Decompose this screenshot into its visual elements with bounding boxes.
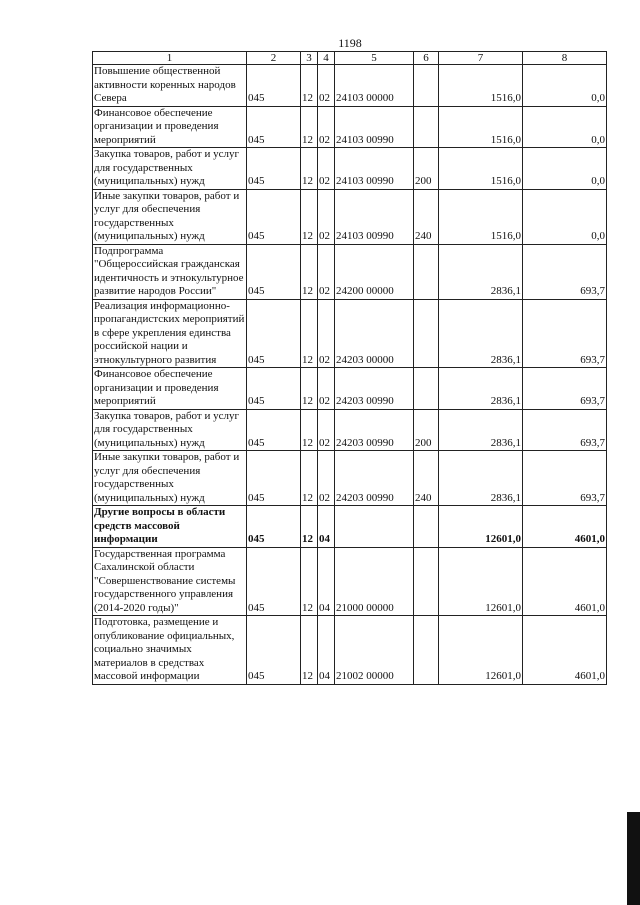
row-c6-cell — [414, 506, 439, 548]
table-row — [93, 409, 607, 451]
row-c6-cell — [414, 65, 439, 107]
row-c4-cell: 02 — [318, 299, 335, 368]
row-c8-cell: 0,0 — [523, 106, 607, 148]
row-c8-cell: 0,0 — [523, 189, 607, 244]
row-c4-cell: 02 — [318, 148, 335, 190]
row-c7-cell: 1516,0 — [439, 65, 523, 107]
table-row — [93, 189, 607, 244]
row-c4-cell: 04 — [318, 506, 335, 548]
row-c6-cell: 200 — [414, 148, 439, 190]
row-c3-cell: 12 — [301, 148, 318, 190]
table-row — [93, 299, 607, 368]
row-c7-cell: 2836,1 — [439, 409, 523, 451]
row-c5-cell: 24203 00990 — [335, 451, 414, 506]
row-c3-cell: 12 — [301, 189, 318, 244]
table-row — [93, 368, 607, 410]
row-c4-cell: 04 — [318, 547, 335, 616]
row-name-cell: Другие вопросы в области средств массовой информации — [93, 506, 247, 548]
page-number: 1198 — [338, 36, 362, 50]
table-row — [93, 616, 607, 685]
row-c7-cell: 2836,1 — [439, 299, 523, 368]
row-c7-cell: 12601,0 — [439, 616, 523, 685]
row-c5-cell: 24203 00000 — [335, 299, 414, 368]
row-c8-cell: 4601,0 — [523, 616, 607, 685]
col-header-7: 7 — [439, 52, 523, 65]
row-name-cell: Иные закупки товаров, работ и услуг для обеспечения государственных (муниципальных) нужд — [93, 189, 247, 244]
row-c6-cell — [414, 368, 439, 410]
row-c2-cell: 045 — [247, 244, 301, 299]
row-name-cell: Подпрограмма "Общероссийская гражданская идентичность и этнокультурное развитие народов России" — [93, 244, 247, 299]
row-c2-cell: 045 — [247, 148, 301, 190]
row-c4-cell: 02 — [318, 106, 335, 148]
row-c6-cell: 240 — [414, 451, 439, 506]
row-c8-cell: 0,0 — [523, 148, 607, 190]
col-header-4: 4 — [318, 52, 335, 65]
row-c6-cell — [414, 299, 439, 368]
row-c2-cell: 045 — [247, 616, 301, 685]
row-c4-cell: 02 — [318, 368, 335, 410]
row-c2-cell: 045 — [247, 106, 301, 148]
row-c7-cell: 1516,0 — [439, 189, 523, 244]
row-c2-cell: 045 — [247, 189, 301, 244]
row-c6-cell — [414, 616, 439, 685]
row-c5-cell: 24103 00990 — [335, 106, 414, 148]
row-c7-cell: 2836,1 — [439, 368, 523, 410]
row-name-cell: Реализация информационно-пропагандистских мероприятий в сфере укрепления единства российской нации и этнокультурного развития — [93, 299, 247, 368]
row-c2-cell: 045 — [247, 547, 301, 616]
row-c5-cell: 24103 00000 — [335, 65, 414, 107]
col-header-8: 8 — [523, 52, 607, 65]
row-c2-cell: 045 — [247, 409, 301, 451]
row-c3-cell: 12 — [301, 451, 318, 506]
col-header-3: 3 — [301, 52, 318, 65]
row-c6-cell: 200 — [414, 409, 439, 451]
row-c3-cell: 12 — [301, 106, 318, 148]
table-row — [93, 106, 607, 148]
row-c6-cell — [414, 106, 439, 148]
row-name-cell: Финансовое обеспечение организации и проведения мероприятий — [93, 106, 247, 148]
row-name-cell: Повышение общественной активности коренных народов Севера — [93, 65, 247, 107]
table-row — [93, 451, 607, 506]
row-c3-cell: 12 — [301, 368, 318, 410]
row-c4-cell: 02 — [318, 244, 335, 299]
row-c7-cell: 1516,0 — [439, 148, 523, 190]
row-c2-cell: 045 — [247, 506, 301, 548]
row-c3-cell: 12 — [301, 299, 318, 368]
row-c5-cell: 21002 00000 — [335, 616, 414, 685]
row-c3-cell: 12 — [301, 506, 318, 548]
row-c8-cell: 0,0 — [523, 65, 607, 107]
table-row — [93, 65, 607, 107]
row-c3-cell: 12 — [301, 65, 318, 107]
row-c2-cell: 045 — [247, 368, 301, 410]
row-c7-cell: 1516,0 — [439, 106, 523, 148]
row-c7-cell: 2836,1 — [439, 451, 523, 506]
row-c4-cell: 02 — [318, 65, 335, 107]
row-c8-cell: 693,7 — [523, 409, 607, 451]
row-name-cell: Подготовка, размещение и опубликование официальных, социально значимых материалов в средствах массовой информации — [93, 616, 247, 685]
table-row — [93, 506, 607, 548]
row-c7-cell: 12601,0 — [439, 506, 523, 548]
row-c6-cell — [414, 244, 439, 299]
row-c5-cell: 24200 00000 — [335, 244, 414, 299]
row-c2-cell: 045 — [247, 65, 301, 107]
row-c8-cell: 4601,0 — [523, 506, 607, 548]
budget-table — [92, 51, 607, 685]
row-c3-cell: 12 — [301, 244, 318, 299]
row-c2-cell: 045 — [247, 451, 301, 506]
row-name-cell: Закупка товаров, работ и услуг для государственных (муниципальных) нужд — [93, 409, 247, 451]
row-c8-cell: 693,7 — [523, 451, 607, 506]
row-c4-cell: 02 — [318, 189, 335, 244]
table-row — [93, 244, 607, 299]
row-c8-cell: 693,7 — [523, 244, 607, 299]
row-c4-cell: 02 — [318, 451, 335, 506]
row-c3-cell: 12 — [301, 547, 318, 616]
row-name-cell: Государственная программа Сахалинской области "Совершенствование системы государственного управления (2014-2020 годы)" — [93, 547, 247, 616]
row-c4-cell: 02 — [318, 409, 335, 451]
row-c6-cell: 240 — [414, 189, 439, 244]
row-c8-cell: 693,7 — [523, 368, 607, 410]
col-header-5: 5 — [335, 52, 414, 65]
row-c5-cell: 24103 00990 — [335, 148, 414, 190]
row-name-cell: Иные закупки товаров, работ и услуг для обеспечения государственных (муниципальных) нужд — [93, 451, 247, 506]
row-c5-cell: 21000 00000 — [335, 547, 414, 616]
col-header-1: 1 — [93, 52, 247, 65]
table-row — [93, 547, 607, 616]
row-c5-cell — [335, 506, 414, 548]
row-c3-cell: 12 — [301, 616, 318, 685]
row-name-cell: Финансовое обеспечение организации и проведения мероприятий — [93, 368, 247, 410]
row-c7-cell: 2836,1 — [439, 244, 523, 299]
row-c4-cell: 04 — [318, 616, 335, 685]
col-header-2: 2 — [247, 52, 301, 65]
row-c3-cell: 12 — [301, 409, 318, 451]
table-row — [93, 148, 607, 190]
row-c5-cell: 24203 00990 — [335, 409, 414, 451]
scan-edge-mark — [627, 812, 640, 905]
header-row — [93, 52, 607, 65]
row-c2-cell: 045 — [247, 299, 301, 368]
row-c8-cell: 693,7 — [523, 299, 607, 368]
col-header-6: 6 — [414, 52, 439, 65]
row-name-cell: Закупка товаров, работ и услуг для государственных (муниципальных) нужд — [93, 148, 247, 190]
row-c6-cell — [414, 547, 439, 616]
row-c7-cell: 12601,0 — [439, 547, 523, 616]
row-c5-cell: 24203 00990 — [335, 368, 414, 410]
row-c8-cell: 4601,0 — [523, 547, 607, 616]
row-c5-cell: 24103 00990 — [335, 189, 414, 244]
